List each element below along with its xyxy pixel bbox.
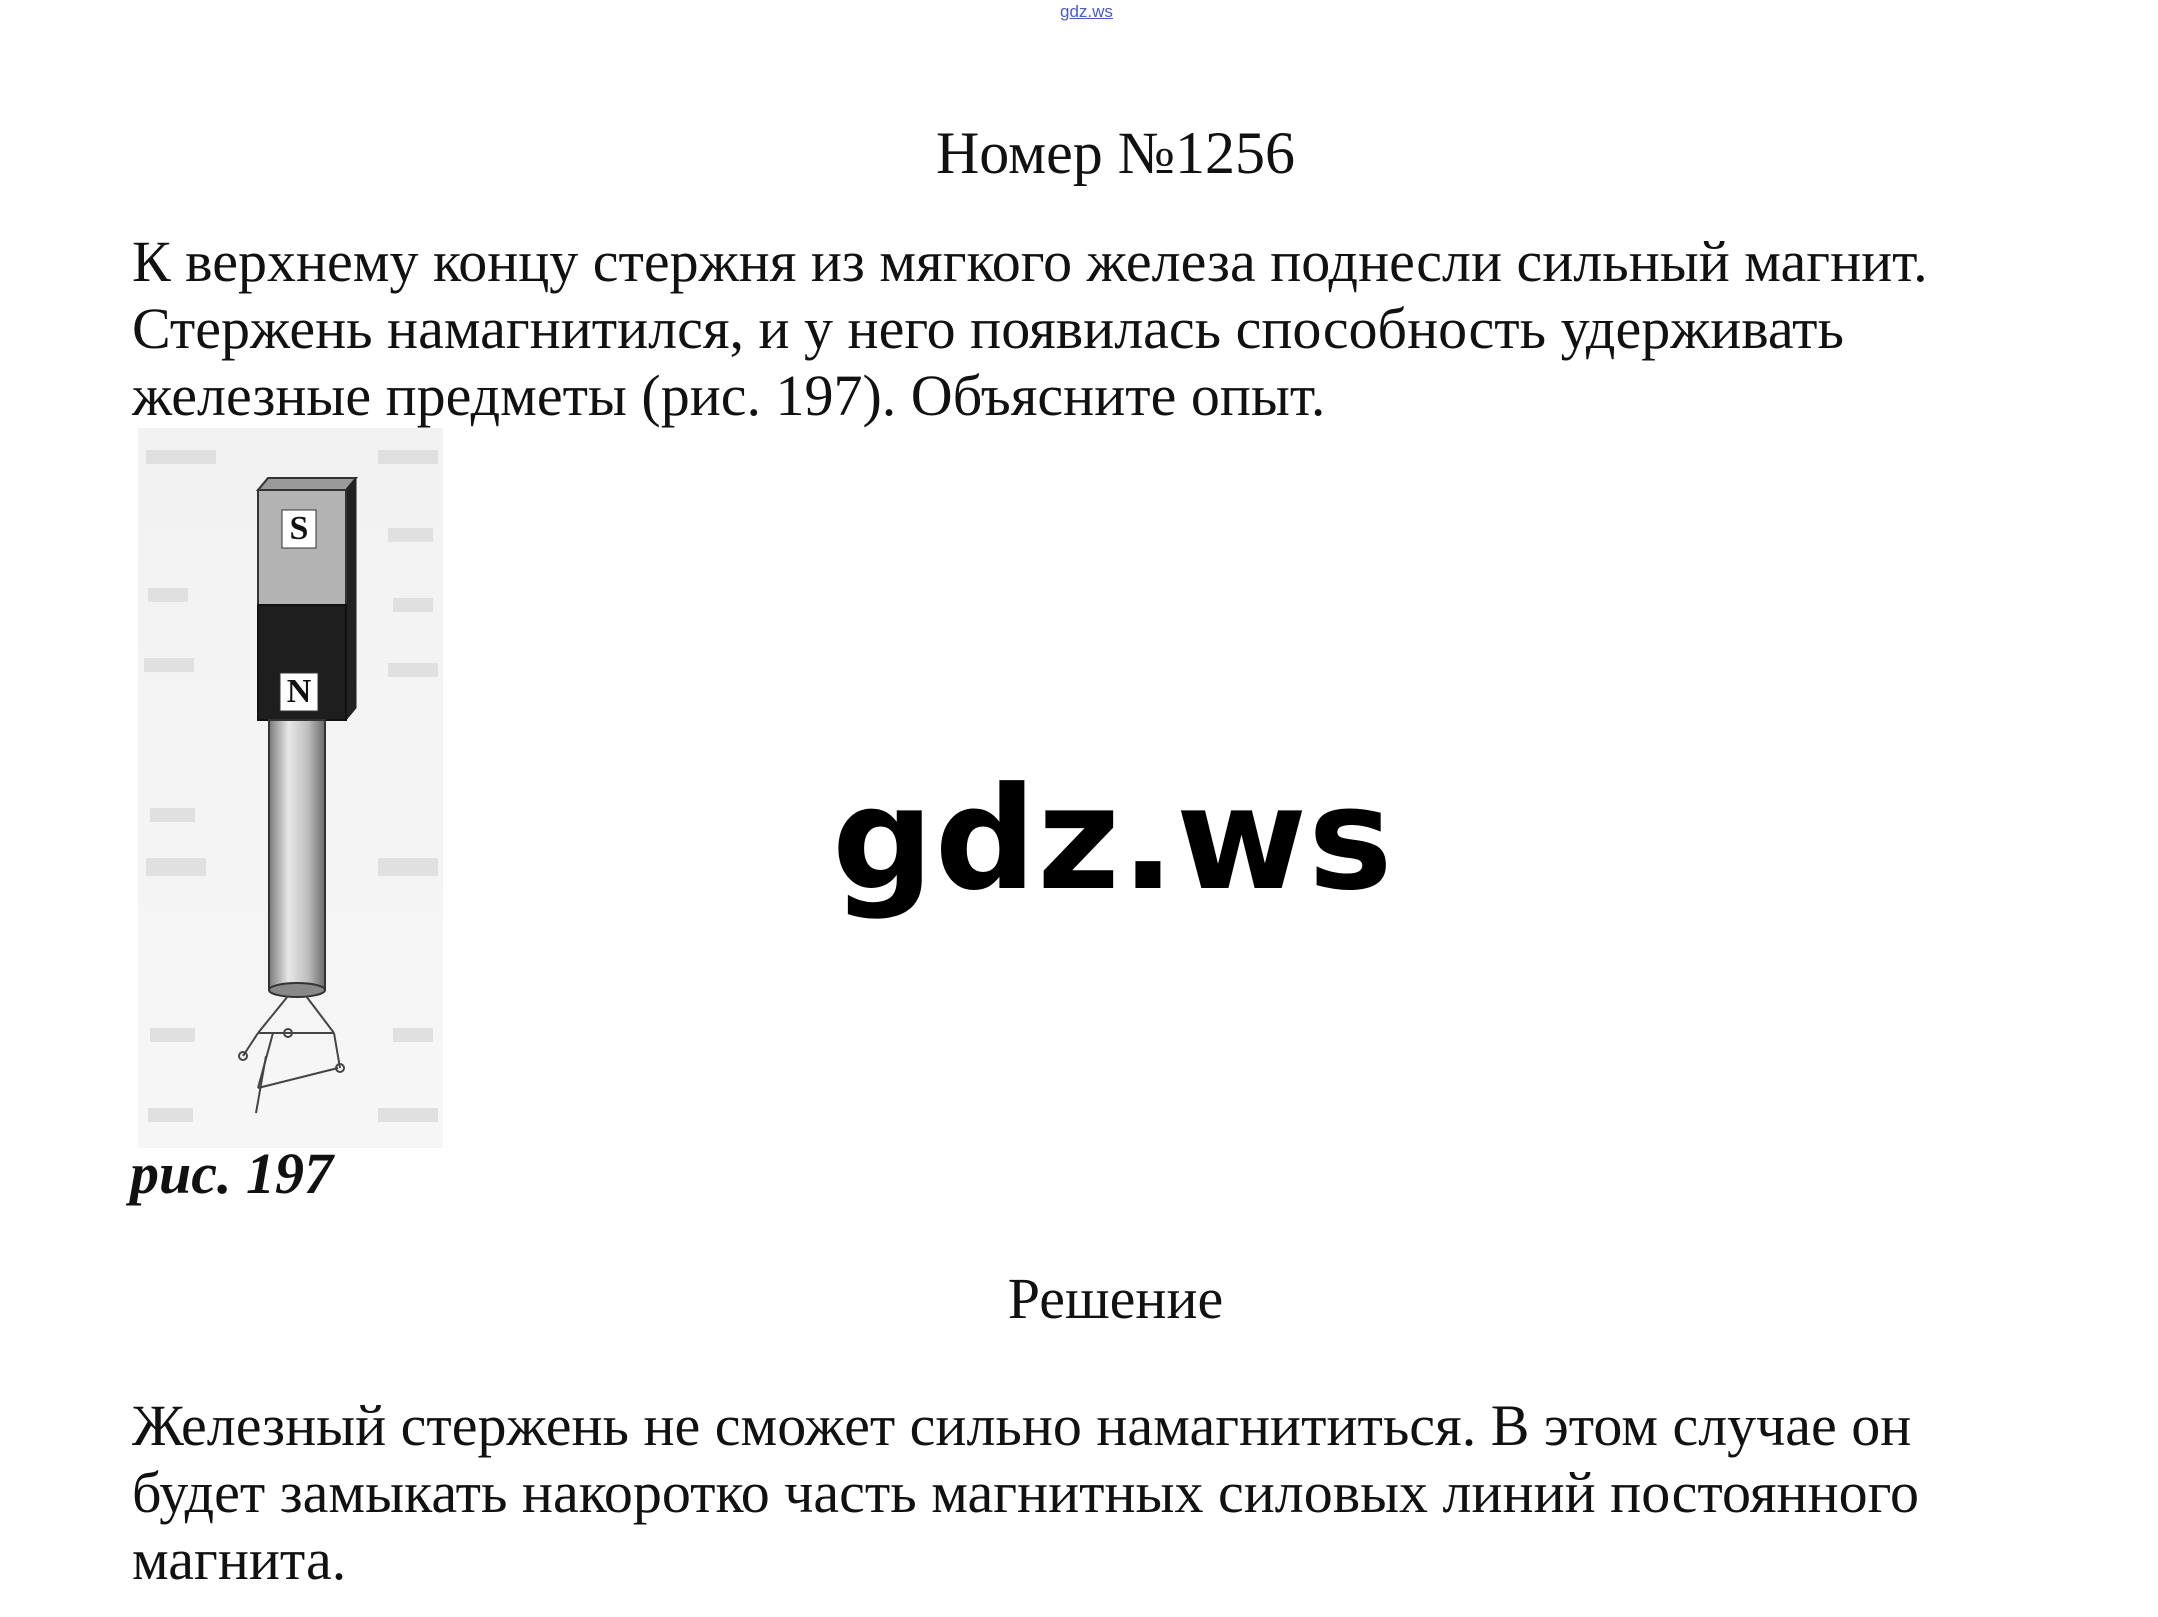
header-site-link[interactable]: gdz.ws xyxy=(1060,2,1113,21)
solution-text xyxy=(132,1392,2122,1593)
problem-text xyxy=(132,228,2122,429)
problem-title: Номер №1256 xyxy=(935,120,1296,186)
problem-line: К верхнему концу стержня из мягкого железа поднесли сильный магнит. xyxy=(132,229,1928,294)
iron-rod xyxy=(269,720,325,990)
n-pole-label: N xyxy=(286,673,312,710)
solution-line: магнита. xyxy=(132,1527,347,1592)
solution-line: будет замыкать накоротко часть магнитных силовых линий постоянного xyxy=(132,1460,1919,1525)
problem-line: Стержень намагнитился, и у него появилась способность удерживать xyxy=(132,296,1844,361)
rod-bottom xyxy=(269,983,325,997)
figure-magnet-rod xyxy=(138,428,443,1148)
s-pole-label: S xyxy=(289,510,309,547)
site-watermark: gdz.ws xyxy=(832,757,1394,922)
magnet-rod-illustration xyxy=(138,428,443,1148)
problem-line: железные предметы (рис. 197). Объясните опыт. xyxy=(132,363,1326,428)
figure-caption: рис. 197 xyxy=(130,1141,333,1206)
magnet-top-face xyxy=(258,478,356,490)
magnet-side-face xyxy=(346,478,356,720)
solution-line: Железный стержень не сможет сильно намагнититься. В этом случае он xyxy=(132,1393,1912,1458)
solution-title: Решение xyxy=(1007,1266,1224,1331)
